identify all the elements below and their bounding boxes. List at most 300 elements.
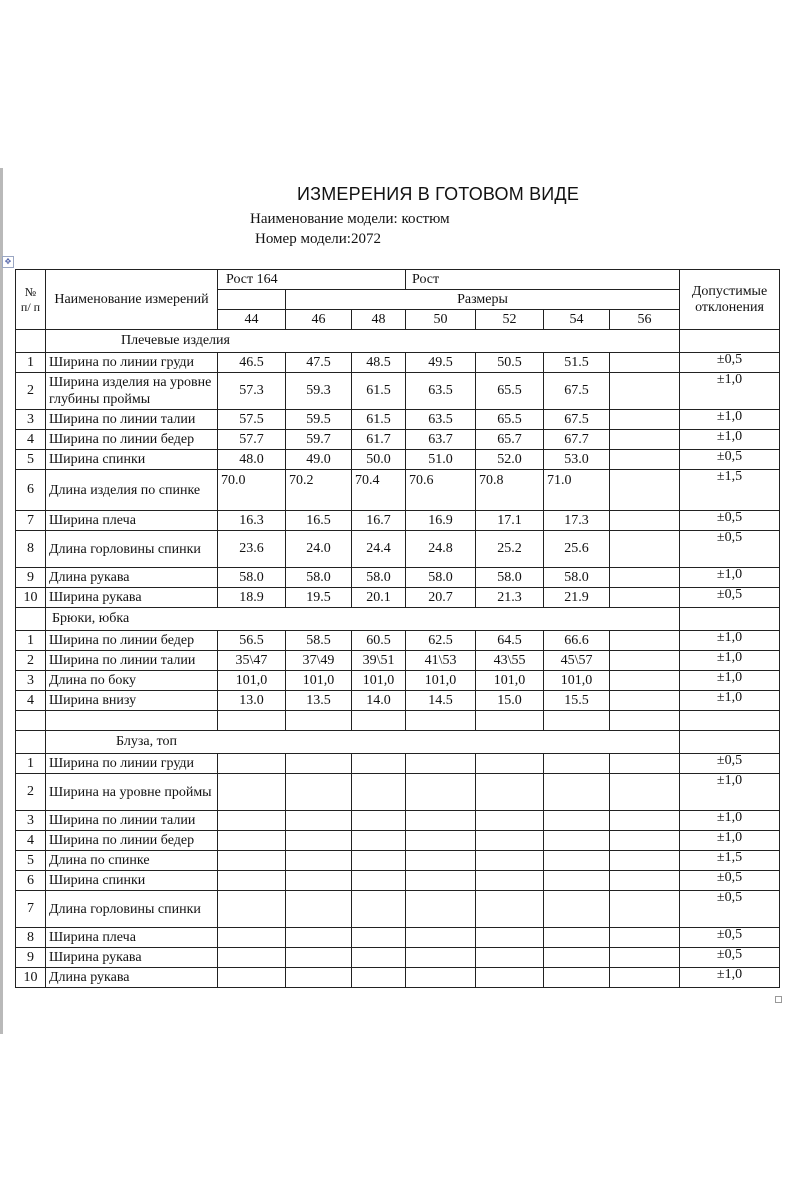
tolerance-value: ±0,5 [680,511,780,531]
size-value [406,968,476,988]
measurement-name: Ширина на уровне проймы [46,774,218,811]
table-row [16,353,780,373]
size-value [352,891,406,928]
size-value [352,968,406,988]
size-value [544,831,610,851]
size-value: 58.0 [352,568,406,588]
size-value: 101,0 [352,671,406,691]
size-value [610,928,680,948]
measurement-name: Ширина изделия на уровне глубины проймы [46,373,218,410]
size-value: 37\49 [286,651,352,671]
empty-cell [16,731,46,754]
size-value: 67.5 [544,410,610,430]
tolerance-value: ±1,5 [680,470,780,511]
row-number: 3 [16,671,46,691]
header-empty-cell [218,290,286,310]
header-row [16,270,780,290]
size-value: 15.0 [476,691,544,711]
document-title: ИЗМЕРЕНИЯ В ГОТОВОМ ВИДЕ [297,184,580,204]
size-value [286,851,352,871]
size-value [610,531,680,568]
size-value [218,871,286,891]
size-value [286,831,352,851]
size-value: 47.5 [286,353,352,373]
table-row [16,651,780,671]
size-value [352,774,406,811]
size-value [286,928,352,948]
size-value: 21.3 [476,588,544,608]
size-value: 71.0 [544,470,610,511]
size-value [286,871,352,891]
table-row [16,774,780,811]
model-name: Наименование модели: костюм [250,211,450,227]
size-value [610,891,680,928]
size-value [218,968,286,988]
size-value: 16.5 [286,511,352,531]
measurement-name: Ширина по линии груди [46,353,218,373]
row-number: 8 [16,928,46,948]
row-number: 2 [16,651,46,671]
size-value: 24.0 [286,531,352,568]
tolerance-value: ±1,0 [680,811,780,831]
empty-cell [610,711,680,731]
measurement-name: Ширина рукава [46,948,218,968]
page-left-edge [0,168,3,1034]
section-title: Плечевые изделия [46,330,680,353]
size-value: 65.5 [476,373,544,410]
empty-cell [46,711,218,731]
size-value: 58.0 [476,568,544,588]
size-value [406,754,476,774]
size-header-cell: 56 [610,310,680,330]
size-value [610,410,680,430]
tolerance-value: ±0,5 [680,871,780,891]
tolerance-value: ±1,0 [680,410,780,430]
measurement-name: Длина изделия по спинке [46,470,218,511]
size-value: 101,0 [544,671,610,691]
row-number: 5 [16,450,46,470]
table-row [16,831,780,851]
size-value: 64.5 [476,631,544,651]
table-row [16,671,780,691]
empty-cell [680,731,780,754]
size-value: 58.5 [286,631,352,651]
size-value [610,671,680,691]
section-header-row [16,731,780,754]
size-value: 14.5 [406,691,476,711]
table-row [16,430,780,450]
tolerance-value: ±0,5 [680,754,780,774]
size-value: 61.5 [352,410,406,430]
empty-cell [16,608,46,631]
measurement-name: Ширина спинки [46,871,218,891]
size-value [406,811,476,831]
size-value [218,811,286,831]
size-header-cell: 46 [286,310,352,330]
size-value: 59.5 [286,410,352,430]
size-value [406,774,476,811]
size-value [476,948,544,968]
table-row [16,968,780,988]
size-value [218,851,286,871]
size-value: 70.2 [286,470,352,511]
header-name: Наименование измерений [46,270,218,330]
row-number: 7 [16,511,46,531]
size-value [610,651,680,671]
header-tolerance: Допустимые отклонения [680,270,780,330]
size-value [352,754,406,774]
measurement-name: Ширина плеча [46,928,218,948]
size-value [610,691,680,711]
size-value [476,774,544,811]
row-number: 4 [16,691,46,711]
size-value: 50.0 [352,450,406,470]
size-value [544,948,610,968]
size-value [610,631,680,651]
size-value: 41\53 [406,651,476,671]
size-value [286,811,352,831]
row-number: 10 [16,588,46,608]
table-row [16,568,780,588]
size-value [610,430,680,450]
size-value: 46.5 [218,353,286,373]
size-value [476,851,544,871]
size-value: 49.0 [286,450,352,470]
measurement-name: Ширина внизу [46,691,218,711]
size-value [610,353,680,373]
empty-cell [352,711,406,731]
table-row [16,511,780,531]
size-value: 65.7 [476,430,544,450]
table-row [16,373,780,410]
size-value: 65.5 [476,410,544,430]
size-value [544,891,610,928]
size-value: 13.5 [286,691,352,711]
tolerance-value: ±1,0 [680,651,780,671]
size-value: 23.6 [218,531,286,568]
size-value [286,968,352,988]
size-value: 48.0 [218,450,286,470]
size-value: 25.2 [476,531,544,568]
size-value: 101,0 [218,671,286,691]
size-value [544,928,610,948]
row-number: 1 [16,631,46,651]
size-value [352,928,406,948]
size-value: 50.5 [476,353,544,373]
size-value: 57.7 [218,430,286,450]
measurement-name: Длина по спинке [46,851,218,871]
size-value [544,851,610,871]
blank-row [16,711,780,731]
size-value: 63.5 [406,410,476,430]
size-value [610,568,680,588]
row-number: 7 [16,891,46,928]
empty-cell [16,330,46,353]
size-value [218,774,286,811]
size-value: 17.3 [544,511,610,531]
row-number: 9 [16,948,46,968]
size-value: 62.5 [406,631,476,651]
size-value [286,774,352,811]
size-value: 24.8 [406,531,476,568]
empty-cell [544,711,610,731]
header-height-2: Рост [406,270,680,290]
size-value [544,871,610,891]
tolerance-value: ±1,0 [680,430,780,450]
size-value [610,831,680,851]
size-value: 13.0 [218,691,286,711]
size-value: 58.0 [286,568,352,588]
size-value [286,891,352,928]
size-value: 61.5 [352,373,406,410]
size-value [406,948,476,968]
tolerance-value: ±0,5 [680,588,780,608]
table-row [16,871,780,891]
size-value [610,511,680,531]
size-value: 14.0 [352,691,406,711]
size-value [476,968,544,988]
size-value: 15.5 [544,691,610,711]
measurement-name: Ширина по линии бедер [46,831,218,851]
table-resize-handle-icon[interactable] [775,996,782,1003]
measurements-table [15,269,780,988]
size-value [352,851,406,871]
measurement-name: Длина по боку [46,671,218,691]
size-value: 48.5 [352,353,406,373]
measurement-name: Ширина по линии талии [46,410,218,430]
measurement-name: Ширина рукава [46,588,218,608]
size-value [218,948,286,968]
size-value: 101,0 [286,671,352,691]
size-value: 57.5 [218,410,286,430]
table-row [16,691,780,711]
table-row [16,470,780,511]
empty-cell [680,608,780,631]
table-row [16,450,780,470]
size-value: 18.9 [218,588,286,608]
size-value [218,831,286,851]
table-row [16,531,780,568]
size-value: 70.6 [406,470,476,511]
empty-cell [286,711,352,731]
row-number: 1 [16,353,46,373]
size-value [406,871,476,891]
row-number: 8 [16,531,46,568]
size-value [610,968,680,988]
size-header-cell: 50 [406,310,476,330]
size-value [610,754,680,774]
tolerance-value: ±1,0 [680,373,780,410]
size-value [610,948,680,968]
size-value: 17.1 [476,511,544,531]
table-move-handle-icon[interactable]: ✥ [2,256,14,268]
tolerance-value: ±1,0 [680,774,780,811]
tolerance-value: ±0,5 [680,450,780,470]
size-header-cell: 48 [352,310,406,330]
size-value [218,754,286,774]
size-header-cell: 52 [476,310,544,330]
empty-cell [16,711,46,731]
size-value [352,831,406,851]
empty-cell [680,711,780,731]
table-row [16,948,780,968]
size-value: 101,0 [406,671,476,691]
row-number: 6 [16,470,46,511]
measurement-name: Длина рукава [46,968,218,988]
section-title: Блуза, топ [46,731,680,754]
tolerance-value: ±1,0 [680,691,780,711]
row-number: 5 [16,851,46,871]
empty-cell [476,711,544,731]
size-value: 101,0 [476,671,544,691]
size-value: 56.5 [218,631,286,651]
size-value: 53.0 [544,450,610,470]
size-value: 43\55 [476,651,544,671]
size-value: 51.5 [544,353,610,373]
measurement-name: Ширина плеча [46,511,218,531]
size-value [476,811,544,831]
size-value [406,831,476,851]
table-row [16,631,780,651]
row-number: 4 [16,430,46,450]
size-header-cell: 44 [218,310,286,330]
size-value: 24.4 [352,531,406,568]
section-header-row [16,608,780,631]
size-value: 70.4 [352,470,406,511]
empty-cell [680,330,780,353]
size-value: 70.8 [476,470,544,511]
size-value: 45\57 [544,651,610,671]
size-value: 60.5 [352,631,406,651]
row-number: 2 [16,373,46,410]
tolerance-value: ±0,5 [680,948,780,968]
size-value: 16.7 [352,511,406,531]
size-value: 21.9 [544,588,610,608]
measurement-name: Длина рукава [46,568,218,588]
row-number: 10 [16,968,46,988]
size-value [476,754,544,774]
size-value: 52.0 [476,450,544,470]
size-value: 20.1 [352,588,406,608]
size-value: 67.7 [544,430,610,450]
size-value [286,948,352,968]
table-row [16,811,780,831]
size-value: 67.5 [544,373,610,410]
row-number: 3 [16,410,46,430]
measurement-name: Длина горловины спинки [46,531,218,568]
size-value [610,373,680,410]
row-number: 9 [16,568,46,588]
row-number: 3 [16,811,46,831]
size-value: 57.3 [218,373,286,410]
table-row [16,851,780,871]
tolerance-value: ±1,0 [680,831,780,851]
size-value: 25.6 [544,531,610,568]
tolerance-value: ±1,0 [680,568,780,588]
row-number: 6 [16,871,46,891]
size-value [406,891,476,928]
size-value [544,774,610,811]
size-value [544,968,610,988]
model-number: Номер модели:2072 [255,231,381,247]
size-value [544,754,610,774]
size-value [352,948,406,968]
size-value [610,871,680,891]
size-value: 70.0 [218,470,286,511]
size-header-cell: 54 [544,310,610,330]
table-row [16,410,780,430]
size-value: 35\47 [218,651,286,671]
tolerance-value: ±0,5 [680,928,780,948]
tolerance-value: ±1,0 [680,968,780,988]
size-value: 16.9 [406,511,476,531]
size-value [218,891,286,928]
section-header-row [16,330,780,353]
measurement-name: Ширина по линии бедер [46,430,218,450]
header-no: № п/ п [16,270,46,330]
size-value: 20.7 [406,588,476,608]
measurement-name: Ширина по линии груди [46,754,218,774]
size-value [610,588,680,608]
size-value [476,928,544,948]
empty-cell [218,711,286,731]
measurement-name: Ширина по линии талии [46,811,218,831]
table-row [16,928,780,948]
size-value [544,811,610,831]
size-value: 49.5 [406,353,476,373]
size-value [610,811,680,831]
tolerance-value: ±1,0 [680,671,780,691]
row-number: 4 [16,831,46,851]
measurement-name: Ширина по линии бедер [46,631,218,651]
size-value [476,891,544,928]
size-value: 16.3 [218,511,286,531]
tolerance-value: ±0,5 [680,891,780,928]
size-value [352,871,406,891]
size-value: 51.0 [406,450,476,470]
size-value: 59.7 [286,430,352,450]
size-value [610,774,680,811]
size-value [610,470,680,511]
size-value: 58.0 [544,568,610,588]
header-sizes: Размеры [286,290,680,310]
section-title: Брюки, юбка [46,608,680,631]
size-value [406,851,476,871]
size-value [406,928,476,948]
size-value [476,831,544,851]
header-height-1: Рост 164 [218,270,406,290]
measurement-name: Ширина спинки [46,450,218,470]
size-value [218,928,286,948]
table-row [16,754,780,774]
size-value: 66.6 [544,631,610,651]
table-row [16,588,780,608]
measurement-name: Ширина по линии талии [46,651,218,671]
tolerance-value: ±1,0 [680,631,780,651]
measurement-name: Длина горловины спинки [46,891,218,928]
size-value: 63.7 [406,430,476,450]
row-number: 1 [16,754,46,774]
empty-cell [406,711,476,731]
tolerance-value: ±1,5 [680,851,780,871]
size-value [610,851,680,871]
size-value: 19.5 [286,588,352,608]
row-number: 2 [16,774,46,811]
size-value: 58.0 [406,568,476,588]
size-value [286,754,352,774]
size-value [610,450,680,470]
tolerance-value: ±0,5 [680,353,780,373]
